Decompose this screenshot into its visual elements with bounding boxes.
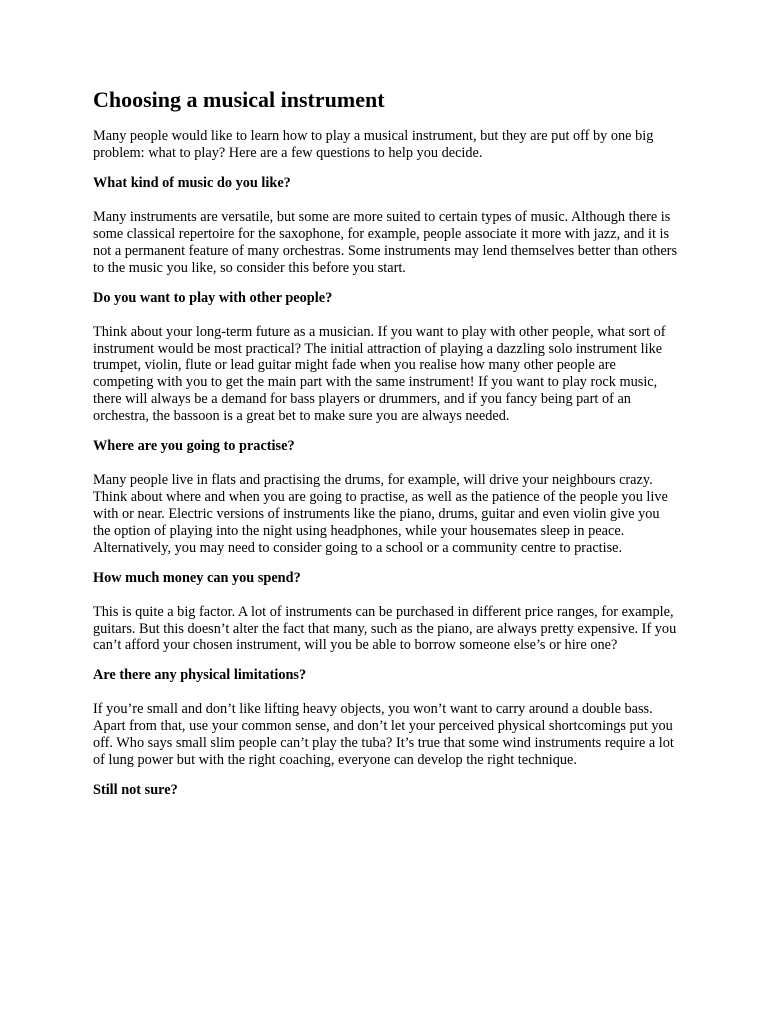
section-still-not-sure — [93, 782, 678, 799]
document-title: Choosing a musical instrument — [93, 87, 385, 112]
section-body: If you’re small and don’t like lifting heavy objects, you won’t want to carry around a double bass. Apart from that, use your common sense, and don’t let your perceived physical shortcomings put you off. Who says small slim people can’t play the tuba? It’s true that some wind instruments require a lot of lung power but with the right coaching, everyone can develop the right technique. — [93, 701, 674, 769]
section-body: Many instruments are versatile, but some are more suited to certain types of music. Although there is some classical repertoire for the saxophone, for example, people associate it more with jazz, and it is not a permanent feature of many orchestras. Some instruments may lend themselves better than others to the music you like, so consider this before you start. — [93, 209, 678, 276]
section-body: This is quite a big factor. A lot of instruments can be purchased in different price ranges, for example, guitars. But this doesn’t alter the fact that many, such as the piano, are always pretty expensive. If you can’t afford your chosen instrument, will you be able to borrow someone else’s or hire one? — [93, 603, 677, 654]
section-body: Many people live in flats and practising the drums, for example, will drive your neighbours crazy. Think about where and when you are going to practise, as well as the patience of the people you live with or near. Electric versions of instruments like the piano, drums, guitar and even violin give you the option of playing into the night using headphones, while your housemates sleep in peace. Alternatively, you may need to consider going to a school or a community centre to practise. — [93, 472, 668, 556]
section-heading: Where are you going to practise? — [93, 438, 295, 455]
section-heading: How much money can you spend? — [93, 569, 301, 586]
intro-paragraph: Many people would like to learn how to play a musical instrument, but they are put off by one big problem: what to play? Here are a few questions to help you decide. — [93, 128, 654, 161]
section-music-preference — [93, 175, 678, 277]
section-heading: Do you want to play with other people? — [93, 289, 333, 306]
section-heading: Are there any physical limitations? — [93, 667, 307, 684]
section-heading: What kind of music do you like? — [93, 175, 291, 191]
document-page — [93, 86, 678, 816]
section-heading: Still not sure? — [93, 781, 178, 798]
section-practice-location — [93, 438, 678, 557]
section-play-with-others — [93, 290, 678, 425]
section-physical-limitations — [93, 667, 678, 769]
section-body: Think about your long-term future as a musician. If you want to play with other people, what sort of instrument would be most practical? The initial attraction of playing a dazzling solo instrument like trumpet, violin, flute or lead guitar might fade when you realise how many other people are competing with you to get the main part with the same instrument! If you want to play rock music, there will always be a demand for bass players or drummers, and if you fancy being part of an orchestra, the bassoon is a great bet to make sure you are always needed. — [93, 323, 666, 425]
section-budget — [93, 570, 678, 655]
